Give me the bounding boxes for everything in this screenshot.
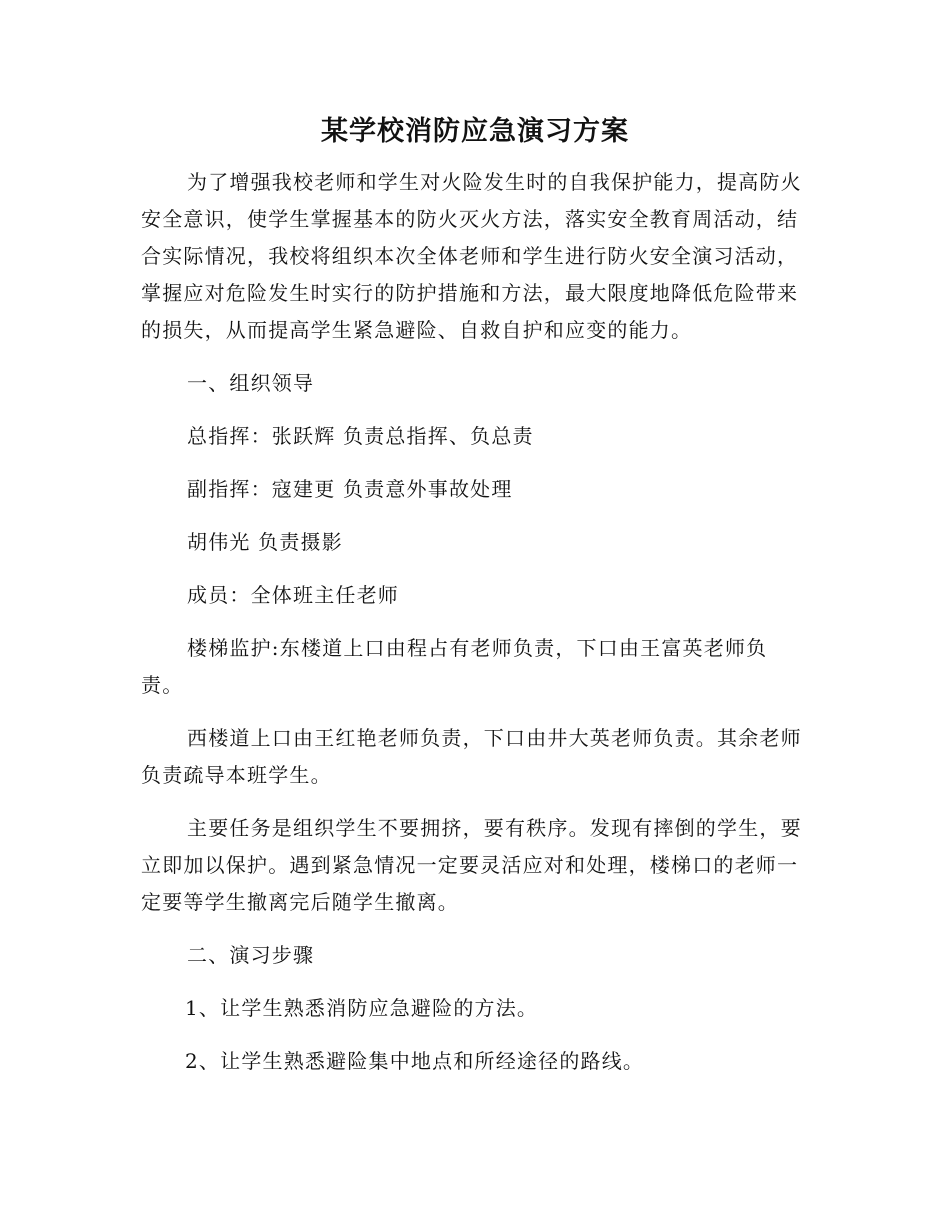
- step-item-1: 1、让学生熟悉消防应急避险的方法。: [185, 996, 539, 1020]
- step-item-2: 2、让学生熟悉避险集中地点和所经途径的路线。: [185, 1049, 645, 1073]
- deputy-line: 副指挥：寇建更 负责意外事故处理: [187, 477, 513, 501]
- document-body: [141, 164, 809, 1080]
- document-title: 某学校消防应急演习方案: [321, 116, 629, 147]
- stairs-west-paragraph: 西楼道上口由王红艳老师负责，下口由井大英老师负责。其余老师负责疏导本班学生。: [141, 726, 802, 787]
- photographer-line: 胡伟光 负责摄影: [187, 530, 343, 554]
- section-heading-organization: 一、组织领导: [187, 371, 315, 395]
- section-heading-steps: 二、演习步骤: [187, 943, 315, 967]
- commander-line: 总指挥：张跃辉 负责总指挥、负总责: [187, 424, 534, 448]
- stairs-east-paragraph: 楼梯监护:东楼道上口由程占有老师负责，下口由王富英老师负责。: [141, 636, 768, 697]
- members-line: 成员：全体班主任老师: [187, 583, 399, 607]
- intro-paragraph: 为了增强我校老师和学生对火险发生时的自我保护能力，提高防火安全意识，使学生掌握基本的防火灭火方法，落实安全教育周活动，结合实际情况，我校将组织本次全体老师和学生进行防火安全演习活动，掌握应对危险发生时实行的防护措施和方法，最大限度地降低危险带来的损失，从而提高学生紧急避险、自救自护和应变的能力。: [141, 170, 802, 342]
- main-task-paragraph: 主要任务是组织学生不要拥挤，要有秩序。发现有摔倒的学生，要立即加以保护。遇到紧急情况一定要灵活应对和处理，楼梯口的老师一定要等学生撤离完后随学生撤离。: [141, 816, 802, 914]
